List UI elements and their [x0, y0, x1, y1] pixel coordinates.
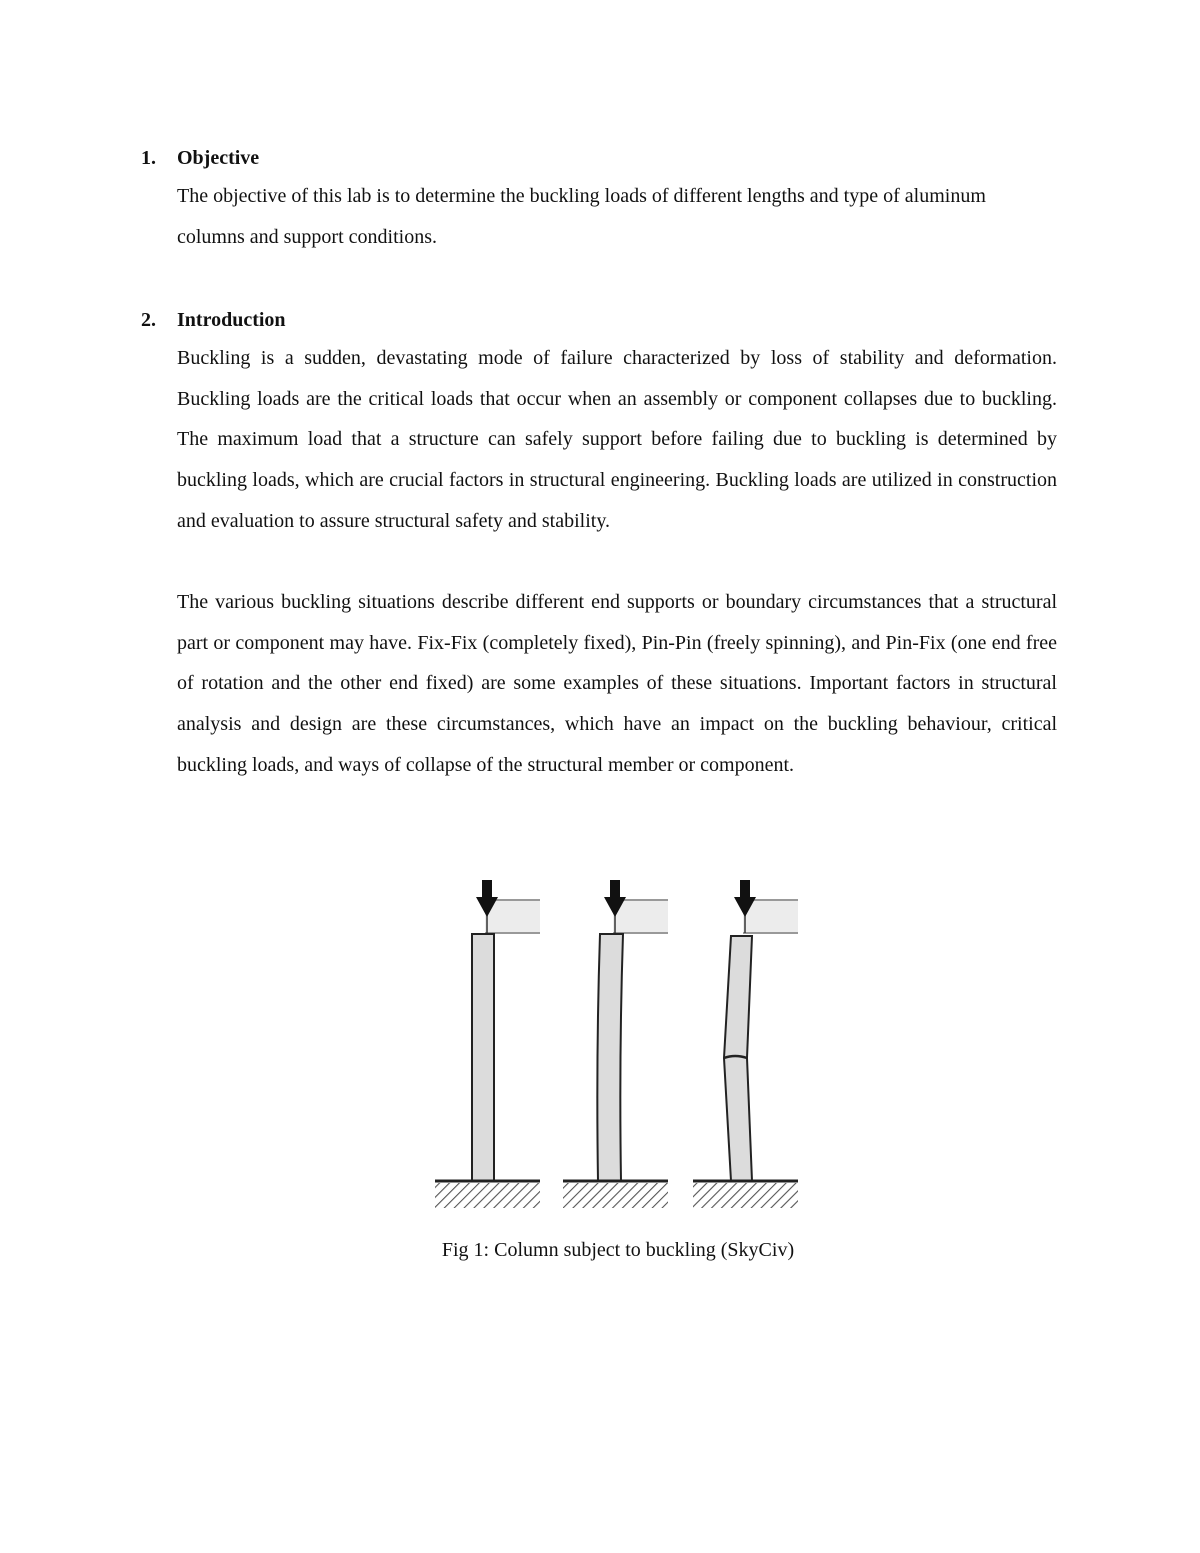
- objective-paragraph: The objective of this lab is to determine the buckling loads of different lengths and type of aluminum columns and support conditions.: [177, 185, 986, 248]
- kinked-column-icon: [693, 880, 798, 1208]
- figure-caption: Fig 1: Column subject to buckling (SkyCiv): [441, 1239, 795, 1261]
- section-number: 2.: [141, 309, 156, 331]
- section-heading-introduction: [141, 308, 286, 332]
- section-heading-objective: [141, 146, 259, 170]
- section-title: Objective: [177, 147, 260, 169]
- buckling-figure: [430, 875, 810, 1215]
- introduction-paragraph-1: Buckling is a sudden, devastating mode of failure characterized by loss of stability and deformation. Buckling loads are the critical loads that occur when an assembly or component collapses due to buckling. The maximum load that a structure can safely support before failing due to buckling is determined by buckling loads, which are crucial factors in structural engineering. Buckling loads are utilized in construction and evaluation to assure structural safety and stability.: [177, 347, 1057, 532]
- bowed-column-icon: [563, 880, 668, 1208]
- section-number: 1.: [141, 147, 156, 169]
- straight-column-icon: [435, 880, 540, 1208]
- section-title: Introduction: [177, 309, 286, 331]
- introduction-paragraph-2: The various buckling situations describe different end supports or boundary circumstances that a structural part or component may have. Fix-Fix (completely fixed), Pin-Pin (freely spinning), and Pin-Fix (one end free of rotation and the other end fixed) are some examples of these situations. Important factors in structural analysis and design are these circumstances, which have an impact on the buckling behaviour, critical buckling loads, and ways of collapse of the structural member or component.: [177, 591, 1057, 776]
